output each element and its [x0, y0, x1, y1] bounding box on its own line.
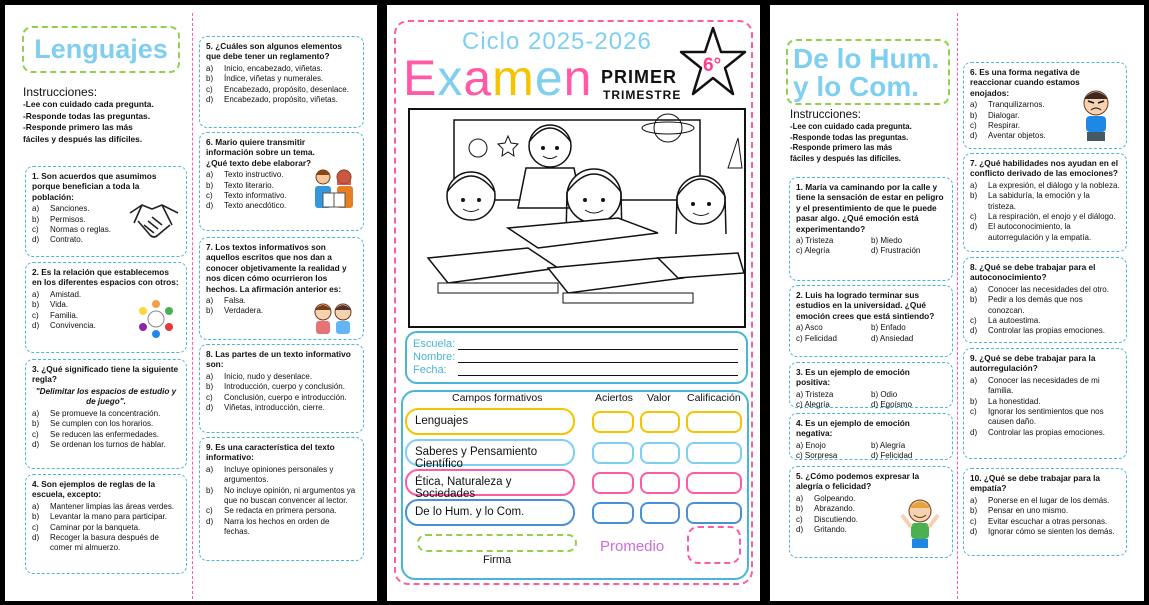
- option-a[interactable]: a) Mantener limpias las áreas verdes.: [32, 501, 175, 511]
- two-children-icon: [311, 301, 355, 335]
- examen-letter: m: [492, 50, 535, 106]
- question-text: 8. Las partes de un texto informativo son:: [206, 349, 351, 370]
- calificacion-cell[interactable]: [686, 411, 742, 433]
- option-c[interactable]: c) Familia.: [32, 310, 79, 320]
- option-a[interactable]: a) Inicio, nudo y desenlace.: [206, 371, 313, 381]
- campo-label: De lo Hum. y lo Com.: [415, 506, 525, 518]
- aciertos-cell[interactable]: [592, 502, 634, 524]
- cover-page: [387, 5, 760, 601]
- option-c[interactable]: c) Alegría: [796, 246, 830, 256]
- option-b[interactable]: b) Texto literario.: [206, 180, 274, 190]
- trimestre-label: TRIMESTRE: [603, 88, 682, 102]
- question-5: [199, 36, 364, 128]
- option-b[interactable]: b) Enfado: [871, 323, 906, 333]
- instruction-line: -Responde primero las más: [23, 122, 133, 132]
- question-text: 9. ¿Qué se debe trabajar para la autorregulación?: [970, 353, 1096, 374]
- question-6: [963, 62, 1127, 149]
- campo-row: [405, 499, 575, 526]
- option-d[interactable]: d) Gritando.: [796, 525, 847, 535]
- option-d[interactable]: d) Egoísmo: [871, 400, 912, 410]
- question-3: [25, 359, 187, 469]
- valor-cell[interactable]: [640, 442, 680, 464]
- option-b[interactable]: b) No incluye opinión, ni argumentos ya que no buscan convencer al lector.: [206, 485, 356, 506]
- question-text: 7. Los textos informativos son aquellos escritos que nos dan a conocer objetivamente la realidad y nos dicen cómo ocurrieron los hechos. La afirmación anterior es:: [206, 242, 347, 294]
- promedio-label: Promedio: [600, 538, 665, 555]
- instruction-line: fáciles y después las difíciles.: [23, 133, 143, 144]
- question-text: 6. Mario quiere transmitir información sobre un tema. ¿Qué texto debe elaborar?: [206, 137, 315, 168]
- option-b[interactable]: b) Abrazando.: [796, 504, 855, 514]
- option-d[interactable]: d) Frustración: [871, 246, 921, 256]
- campo-row: [405, 439, 575, 470]
- question-7: [963, 153, 1127, 252]
- angry-boy-icon: [1076, 87, 1116, 143]
- campo-row: [405, 469, 575, 500]
- page-divider: [957, 13, 958, 599]
- instructions-title: Instrucciones:: [23, 85, 98, 99]
- examen-title: [403, 52, 592, 104]
- option-c[interactable]: c) Texto informativo.: [206, 191, 287, 201]
- escuela-label: Escuela:: [413, 338, 456, 350]
- header-valor: Valor: [647, 392, 671, 404]
- promedio-field[interactable]: [687, 526, 741, 564]
- option-a[interactable]: a) Falsa.: [206, 296, 246, 306]
- question-text: 1. Son acuerdos que asumimos porque benefician a toda la población:: [32, 171, 157, 202]
- family-reading-icon: [311, 165, 357, 215]
- question-text: 7. ¿Qué habilidades nos ayudan en el conflicto derivado de las emociones?: [970, 158, 1118, 179]
- option-c[interactable]: c) Discutiendo.: [796, 514, 859, 524]
- question-text: 5. ¿Cuáles son algunos elementos que debe tener un reglamento?: [206, 41, 343, 62]
- lenguajes-title: Lenguajes: [22, 26, 180, 73]
- option-a[interactable]: a) Tristeza: [796, 236, 834, 246]
- option-b[interactable]: b) Alegría: [871, 440, 906, 450]
- option-a[interactable]: a) Sanciones.: [32, 204, 90, 214]
- calificacion-cell[interactable]: [686, 502, 742, 524]
- campo-label: Saberes y Pensamiento Científico: [415, 446, 538, 470]
- option-b[interactable]: b) Se cumplen con los horarios.: [32, 419, 154, 429]
- option-b[interactable]: b) Verdadera.: [206, 306, 264, 316]
- option-a[interactable]: a) Amistad.: [32, 289, 82, 299]
- option-b[interactable]: b) La sabiduría, la emoción y la tristeza.: [970, 191, 1090, 211]
- grade-label: 6°: [703, 55, 722, 76]
- option-c[interactable]: c) Se redacta en primera persona.: [206, 506, 337, 516]
- header-campos: Campos formativos: [452, 392, 543, 404]
- option-b[interactable]: b) Permisos.: [32, 214, 86, 224]
- escuela-field[interactable]: [458, 349, 738, 350]
- question-text: 2. Es la relación que establecemos en los diferentes espacios con otros:: [32, 267, 179, 288]
- option-a[interactable]: a) Se promueve la concentración.: [32, 408, 161, 418]
- primer-label: PRIMER: [601, 67, 678, 87]
- option-a[interactable]: a) Tristeza: [796, 389, 834, 399]
- aciertos-cell[interactable]: [592, 411, 634, 433]
- question-text: 6. Es una forma negativa de reaccionar cuando estamos enojados:: [970, 67, 1080, 98]
- question-7: [199, 237, 364, 340]
- option-b[interactable]: b) Introducción, cuerpo y conclusión.: [206, 382, 345, 392]
- nombre-label: Nombre:: [413, 351, 456, 363]
- instruction-line: -Responde todas las preguntas.: [23, 110, 151, 121]
- question-4: [789, 413, 953, 460]
- valor-cell[interactable]: [640, 472, 680, 494]
- option-d[interactable]: d) Controlar las propias emociones.: [970, 326, 1105, 336]
- option-d[interactable]: d) Ansiedad: [871, 333, 914, 343]
- question-4: [25, 474, 187, 574]
- option-c[interactable]: c) Sorpresa: [796, 451, 838, 461]
- examen-letter: e: [534, 50, 564, 106]
- examen-letter: n: [563, 50, 593, 106]
- option-b[interactable]: b) Dialogar.: [970, 110, 1020, 120]
- instructions-title: Instrucciones:: [790, 109, 861, 121]
- option-c[interactable]: c) Respirar.: [970, 121, 1021, 131]
- option-a[interactable]: a) La expresión, el diálogo y la nobleza.: [970, 180, 1120, 190]
- option-a[interactable]: a) Asco: [796, 323, 823, 333]
- title-line-1: De lo Hum.: [793, 43, 940, 74]
- valor-cell[interactable]: [640, 411, 680, 433]
- instructions: [23, 85, 154, 145]
- option-b[interactable]: b) Pedir a los demás que nos conozcan.: [970, 295, 1083, 315]
- calificacion-cell[interactable]: [686, 472, 742, 494]
- option-d[interactable]: d) El autoconocimiento, la autorregulación y la empatía.: [970, 222, 1092, 242]
- page-divider: [192, 13, 193, 599]
- question-text: 4. Es un ejemplo de emoción negativa:: [796, 418, 910, 439]
- question-text: 3. Es un ejemplo de emoción positiva:: [796, 367, 910, 388]
- instruction-line: -Responde primero las más: [790, 143, 893, 152]
- instruction-line: fáciles y después las difíciles.: [790, 153, 901, 163]
- question-text: 3. ¿Qué significado tiene la siguiente regla?: [32, 364, 179, 385]
- campo-label: Ética, Naturaleza y Sociedades: [415, 476, 512, 500]
- option-c[interactable]: c) Evitar escuchar a otras personas.: [970, 516, 1108, 526]
- option-b[interactable]: b) La honestidad.: [970, 396, 1041, 406]
- aciertos-cell[interactable]: [592, 472, 634, 494]
- question-5: [789, 466, 953, 558]
- option-c[interactable]: c) Normas o reglas.: [32, 225, 111, 235]
- question-text: 2. Luis ha logrado terminar sus estudios en la universidad. ¿Qué emoción crees que está sintiendo?: [796, 290, 935, 321]
- instruction-line: -Lee con cuidado cada pregunta.: [23, 99, 154, 109]
- option-d[interactable]: d) Ignorar cómo se sienten los demás.: [970, 527, 1115, 537]
- handshake-icon: [128, 199, 180, 243]
- examen-letter: a: [463, 50, 493, 106]
- question-text: 10. ¿Qué se debe trabajar para la empatía?: [970, 473, 1101, 494]
- instruction-line: -Lee con cuidado cada pregunta.: [790, 122, 912, 131]
- question-1: [25, 166, 187, 257]
- option-d[interactable]: d) Contrato.: [32, 235, 83, 245]
- option-b[interactable]: b) Miedo: [871, 236, 903, 246]
- option-b[interactable]: b) Índice, viñetas y numerales.: [206, 74, 324, 84]
- nombre-field[interactable]: [458, 362, 738, 363]
- option-b[interactable]: b) Pensar en uno mismo.: [970, 506, 1069, 516]
- valor-cell[interactable]: [640, 502, 680, 524]
- option-b[interactable]: b) Vida.: [32, 300, 69, 310]
- option-c[interactable]: c) Alegría: [796, 400, 830, 410]
- option-c[interactable]: c) La autoestima.: [970, 316, 1041, 326]
- question-8: [199, 344, 364, 433]
- question-text: 4. Son ejemplos de reglas de la escuela, excepto:: [32, 479, 156, 500]
- instructions: [790, 109, 912, 164]
- instruction-line: -Responde todas las preguntas.: [790, 132, 909, 142]
- option-a[interactable]: a) Enojo: [796, 440, 826, 450]
- option-d[interactable]: d) Se ordenan los turnos de hablar.: [32, 440, 166, 450]
- question-8: [963, 257, 1127, 343]
- question-text: 5. ¿Cómo podemos expresar la alegría o felicidad?: [796, 471, 920, 492]
- option-b[interactable]: b) Levantar la mano para participar.: [32, 512, 167, 522]
- left-page: [5, 5, 377, 601]
- question-10: [963, 468, 1127, 556]
- option-b[interactable]: b) Odio: [871, 389, 898, 399]
- option-d[interactable]: d) Narra los hechos en orden de fechas.: [206, 516, 330, 537]
- question-2: [25, 262, 187, 353]
- question-3: [789, 362, 953, 408]
- option-a[interactable]: a) Inicio, encabezado, viñetas.: [206, 63, 323, 73]
- option-a[interactable]: a) Tranquilizarnos.: [970, 100, 1045, 110]
- fecha-field[interactable]: [458, 375, 738, 376]
- option-c[interactable]: c) Encabezado, propósito, desenlace.: [206, 84, 349, 94]
- option-c[interactable]: c) Ignorar los sentimientos que nos causen daño.: [970, 407, 1104, 427]
- option-c[interactable]: c) Conclusión, cuerpo e introducción.: [206, 392, 347, 402]
- option-d[interactable]: d) Recoger la basura después de comer mi almuerzo.: [32, 533, 159, 553]
- option-c[interactable]: c) La respiración, el enojo y el diálogo.: [970, 212, 1116, 222]
- header-calificacion: Calificación: [687, 392, 741, 404]
- examen-letter: E: [403, 50, 438, 106]
- aciertos-cell[interactable]: [592, 442, 634, 464]
- question-6: [199, 132, 364, 231]
- option-a[interactable]: a) Ponerse en el lugar de los demás.: [970, 495, 1110, 505]
- ciclo-title: Ciclo 2025-2026: [462, 28, 652, 55]
- question-text: 8. ¿Qué se debe trabajar para el autoconocimiento?: [970, 262, 1096, 283]
- examen-letter: x: [437, 50, 464, 106]
- fecha-label: Fecha:: [413, 364, 447, 376]
- students-classroom-illustration: [408, 108, 746, 328]
- rule-quote: "Delimitar los espacios de estudio y de juego".: [35, 386, 177, 406]
- option-a[interactable]: a) Conocer las necesidades de mi familia.: [970, 375, 1100, 396]
- firma-label: Firma: [483, 554, 512, 566]
- option-a[interactable]: a) Texto instructivo.: [206, 170, 284, 180]
- calificacion-cell[interactable]: [686, 442, 742, 464]
- children-circle-icon: [136, 299, 176, 339]
- option-c[interactable]: c) Se reducen las enfermedades.: [32, 429, 159, 439]
- option-d[interactable]: d) Felicidad: [871, 451, 913, 461]
- option-a[interactable]: a) Golpeando.: [796, 493, 856, 503]
- question-text: 9. Es una característica del texto informativo:: [206, 442, 335, 463]
- firma-field[interactable]: [417, 534, 577, 552]
- header-aciertos: Aciertos: [595, 392, 633, 404]
- student-info-box: [405, 331, 748, 384]
- question-9: [963, 348, 1127, 459]
- option-d[interactable]: d) Texto anecdótico.: [206, 201, 287, 211]
- question-9: [199, 437, 364, 561]
- campo-label: Lenguajes: [415, 415, 469, 427]
- option-d[interactable]: d) Aventar objetos.: [970, 131, 1046, 141]
- option-d[interactable]: d) Viñetas, introducción, cierre.: [206, 403, 325, 413]
- option-d[interactable]: d) Controlar las propias emociones.: [970, 427, 1105, 437]
- happy-boy-icon: [900, 497, 940, 549]
- option-c[interactable]: c) Felicidad: [796, 333, 837, 343]
- humanidades-title: [786, 39, 950, 105]
- question-2: [789, 285, 953, 357]
- question-text: 1. María va caminando por la calle y tiene la sensación de estar en peligro y el presentimiento de que le puede pasar algo. ¿Qué emoción está experimentando?: [796, 182, 944, 234]
- campo-row: [405, 408, 575, 435]
- option-a[interactable]: a) Incluye opiniones personales y argumentos.: [206, 464, 334, 485]
- option-d[interactable]: d) Encabezado, propósito, viñetas.: [206, 95, 338, 105]
- right-page: [770, 5, 1144, 601]
- title-line-2: y lo Com.: [793, 71, 920, 102]
- option-a[interactable]: a) Conocer las necesidades del otro.: [970, 284, 1109, 294]
- option-c[interactable]: c) Caminar por la banqueta.: [32, 522, 141, 532]
- option-d[interactable]: d) Convivencia.: [32, 321, 96, 331]
- question-1: [789, 177, 953, 281]
